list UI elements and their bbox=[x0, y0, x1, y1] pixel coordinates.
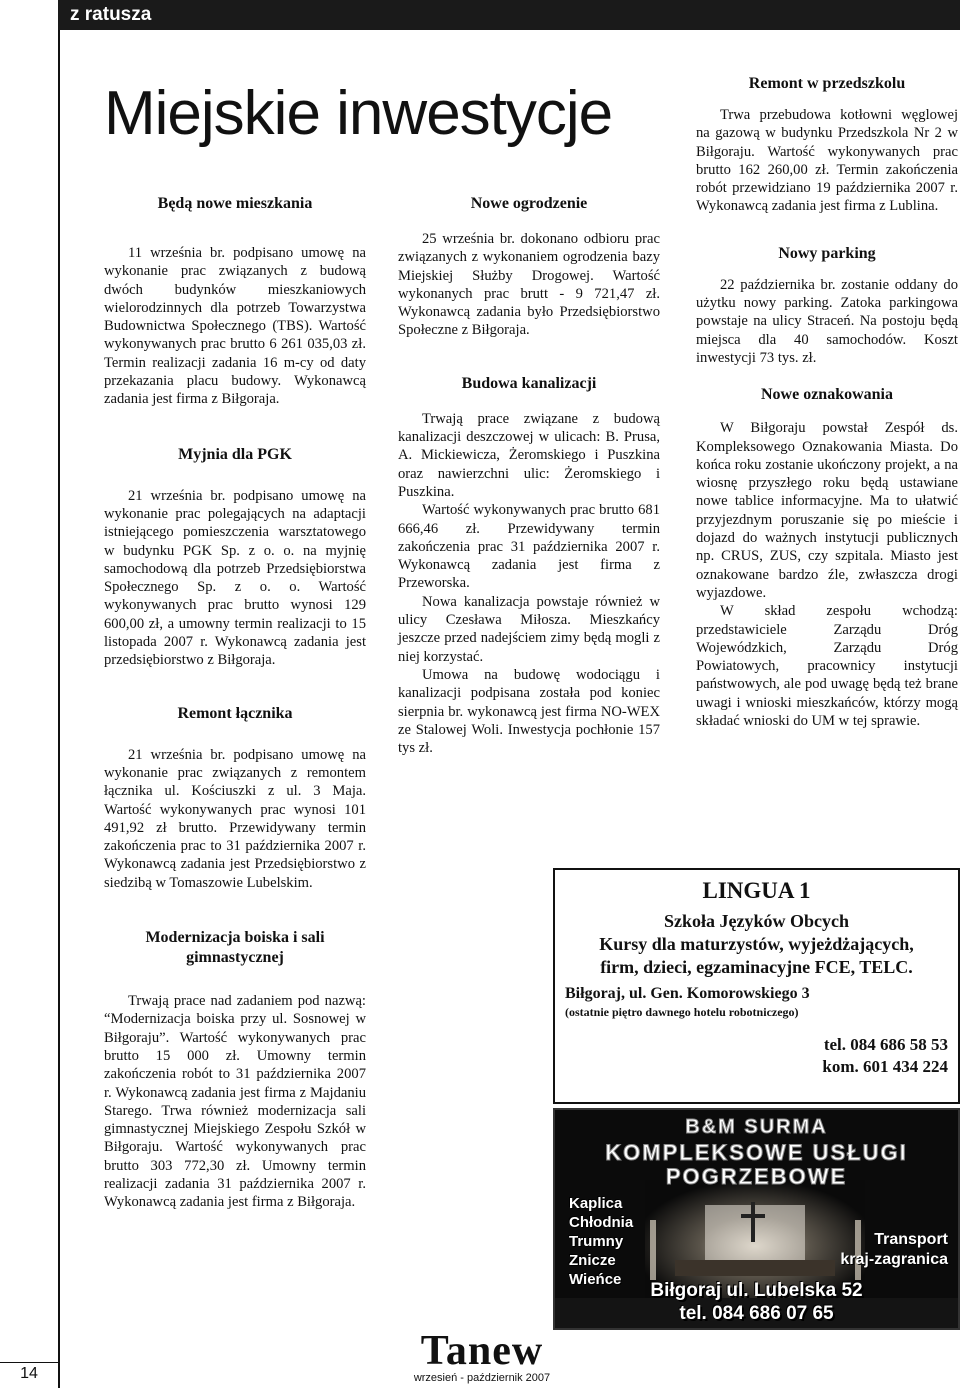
article-heading: Remont w przedszkolu bbox=[748, 75, 906, 92]
article-text: Nowa kanalizacja powstaje również w ulicy Czesława Miłosza. Mieszkańcy jeszcze przed nadejściem zimy będą mogli z niej korzystać. bbox=[398, 593, 660, 665]
article-text: W skład zespołu wchodzą: przedstawiciele Zarządu Dróg Wojewódzkich, Zarządu Dróg Powiatowych, pracownicy instytucji państwowych, ale pod uwagę będą też brane uwagi i wnioski mieszkańców, którzy mogą składać wnioski do UM w tej sprawie. bbox=[696, 603, 958, 730]
ad-lingua-line: firm, dzieci, egzaminacyjne FCE, TELC. bbox=[600, 957, 913, 977]
ad-surma-service: Trumny bbox=[569, 1233, 624, 1250]
article-heading: Nowe oznakowania bbox=[760, 386, 893, 404]
ad-surma-address: Biłgoraj ul. Lubelska 52 bbox=[650, 1280, 863, 1301]
article-heading: Budowa kanalizacji bbox=[461, 374, 597, 392]
ad-lingua bbox=[553, 868, 960, 1104]
ad-surma-service: Kaplica bbox=[569, 1195, 623, 1212]
section-tag: z ratusza bbox=[58, 0, 960, 30]
article-heading: Remont łącznika bbox=[177, 704, 293, 722]
ad-surma-service: Znicze bbox=[569, 1252, 616, 1269]
ad-surma-services bbox=[569, 1194, 633, 1289]
ad-lingua-floor: (ostatnie piętro dawnego hotelu robotniczego) bbox=[565, 1005, 799, 1019]
page-title: Miejskie inwestycje bbox=[104, 79, 613, 148]
article-text: 21 września br. podpisano umowę na wykonanie prac związanych z remontem łącznika ul. Kościuszki z ul. 3 Maja. Wartość wykonywanych prac wynosi 101 491,92 zł brutto. Przewidywany termin zakończenia prac to 31 października 2007 r. Wykonawcą zadania jest Przedsiębiorstwo z siedzibą w Tomaszowie Lubelskim. bbox=[104, 746, 366, 891]
article-text: Wartość wykonywanych prac brutto 681 666,46 zł. Przewidywany termin zakończenia prac 31 października 2007 r. Wykonawcą zadania jest firma z Przeworska. bbox=[398, 502, 660, 592]
article-text: Trwa przebudowa kotłowni węglowej na gazową w budynku Przedszkola Nr 2 w Biłgoraju. Wartość wykonywanych prac brutto 162 260,00 zł. Termin zakończenia robót przewidziano 19 października 2007 r. Wykonawcą zadania jest firma z Lublina. bbox=[696, 107, 958, 215]
ad-surma-line: POGRZEBOWE bbox=[665, 1164, 848, 1189]
column-1 bbox=[104, 194, 366, 1212]
page-number: 14 bbox=[0, 1362, 58, 1383]
article-text: 21 września br. podpisano umowę na wykonanie prac polegających na adaptacji istniejącego pomieszczenia warsztatowego w budynku PGK Sp. z o. o. na myjnię samochodową dla potrzeb Przedsiębiorstwa Społecznego Sp. z o. o. Wartość wykonywanych prac brutto wynosi 129 600,00 zł, a umowny termin realizacji to 15 listopada 2007 r. Wykonawcą zadania jest przedsiębiorstwo z Biłgoraja. bbox=[104, 487, 366, 669]
ad-surma-tel: tel. 084 686 07 65 bbox=[679, 1303, 834, 1324]
article-heading: Będą nowe mieszkania bbox=[157, 195, 313, 212]
article-heading: Myjnia dla PGK bbox=[178, 445, 292, 463]
ad-lingua-name: LINGUA 1 bbox=[702, 878, 811, 903]
ad-lingua-line: Szkoła Języków Obcych bbox=[663, 911, 849, 931]
article-text: W Biłgoraju powstał Zespół ds. Kompleksowego Oznakowania Miasta. Do końca roku zostanie ukończony projekt, a na wiosnę przyszłego roku będą ustawiane nowe tablice informacyjne. Ma to ułatwić przyjezdnym poruszanie się po mieście i dojazd do ważnych instytucji publicznych np. CRUS, ZUS, czy szpitala. Miasto jest oznakowane bardzo źle, zwłaszcza drogi wyjazdowe. bbox=[696, 420, 958, 601]
article-text: 11 września br. podpisano umowę na wykonanie prac związanych z budową dwóch budynków mieszkaniowych wielorodzinnych dla potrzeb Towarzystwa Budownictwa Społecznego (TBS). Wartość wykonywanych prac brutto 6 261 035,03 zł. Termin realizacji zadania 16 m-cy od daty przekazania placu budowy. Wykonawcą zadania jest firma z Biłgoraja. bbox=[104, 245, 366, 408]
ad-surma-service: Wieńce bbox=[569, 1271, 622, 1288]
footer-logo bbox=[412, 1330, 552, 1384]
article-text: 25 września br. dokonano odbioru prac związanych z wykonaniem ogrodzenia bazy Miejskiej Służby Drogowej. Wartość wykonanych prac brutt - 9 721,47 zł. Wykonawcą zadania było Przedsiębiorstwo Społeczne z Biłgoraja. bbox=[398, 231, 660, 339]
ad-surma bbox=[553, 1108, 960, 1330]
article-text: Trwają prace nad zadaniem pod nazwą: “Modernizacja boiska przy ul. Sosnowej w Biłgoraju”. Wartość wykonywanych prac brutto 15 000 zł. Umowny termin zakończenia robót to 31 października 2007 r. Wykonawcą zadania jest firma z Majdaniu Starego. Trwa również modernizacja sali gimnastycznej Miejskiego Zespołu Szkół w Biłgoraju. Wartość wykonywanych prac brutto 303 772,30 zł. Umowny termin realizacji zadania 31 października 2007 r. Wykonawcą zadania jest firma z Biłgoraja. bbox=[104, 993, 366, 1211]
column-2 bbox=[398, 194, 660, 757]
article-heading: Nowe ogrodzenie bbox=[470, 195, 588, 212]
ad-surma-service: Chłodnia bbox=[569, 1214, 634, 1231]
column-3 bbox=[696, 74, 958, 730]
ad-surma-brand: B&M SURMA bbox=[685, 1116, 828, 1138]
article-text: Umowa na budowę wodociągu i kanalizacji podpisana została pod koniec sierpnia br. wykonawcą jest firma NO-WEX ze Stalowej Woli. Inwestycja pochłonie 157 tys zł. bbox=[398, 666, 660, 757]
article-heading: Nowy parking bbox=[778, 244, 876, 262]
article-text: 22 października br. zostanie oddany do użytku nowy parking. Zatoka parkingowa powstaje na ulicy Straceń. Na postoju będą miejsca dla 40 samochodów. Koszt inwestycji 73 tys. zł. bbox=[696, 276, 958, 366]
ad-surma-transport-line: Transport bbox=[874, 1231, 948, 1248]
left-rule bbox=[58, 30, 60, 1388]
issue-date: wrzesień - październik 2007 bbox=[413, 1372, 551, 1384]
ad-lingua-kom: kom. 601 434 224 bbox=[822, 1057, 948, 1076]
ad-surma-transport bbox=[840, 1230, 948, 1270]
ad-surma-transport-line: kraj-zagranica bbox=[840, 1251, 948, 1268]
article-text: Trwają prace związane z budową kanalizacji deszczowej w ulicach: B. Prusa, A. Mickiewicza, Żeromskiego i Puszkina oraz nawierzchni ulic: Żeromskiego i Puszkina. bbox=[398, 410, 660, 500]
article-heading: Modernizacja boiska i sali gimnastycznej bbox=[145, 929, 325, 967]
magazine-logo: Tanew bbox=[420, 1328, 544, 1374]
ad-lingua-line: Kursy dla maturzystów, wyjeżdżających, bbox=[599, 934, 914, 954]
ad-lingua-tel: tel. 084 686 58 53 bbox=[823, 1035, 948, 1054]
ad-surma-line: KOMPLEKSOWE USŁUGI bbox=[605, 1140, 908, 1165]
ad-lingua-address: Biłgoraj, ul. Gen. Komorowskiego 3 bbox=[565, 985, 810, 1002]
